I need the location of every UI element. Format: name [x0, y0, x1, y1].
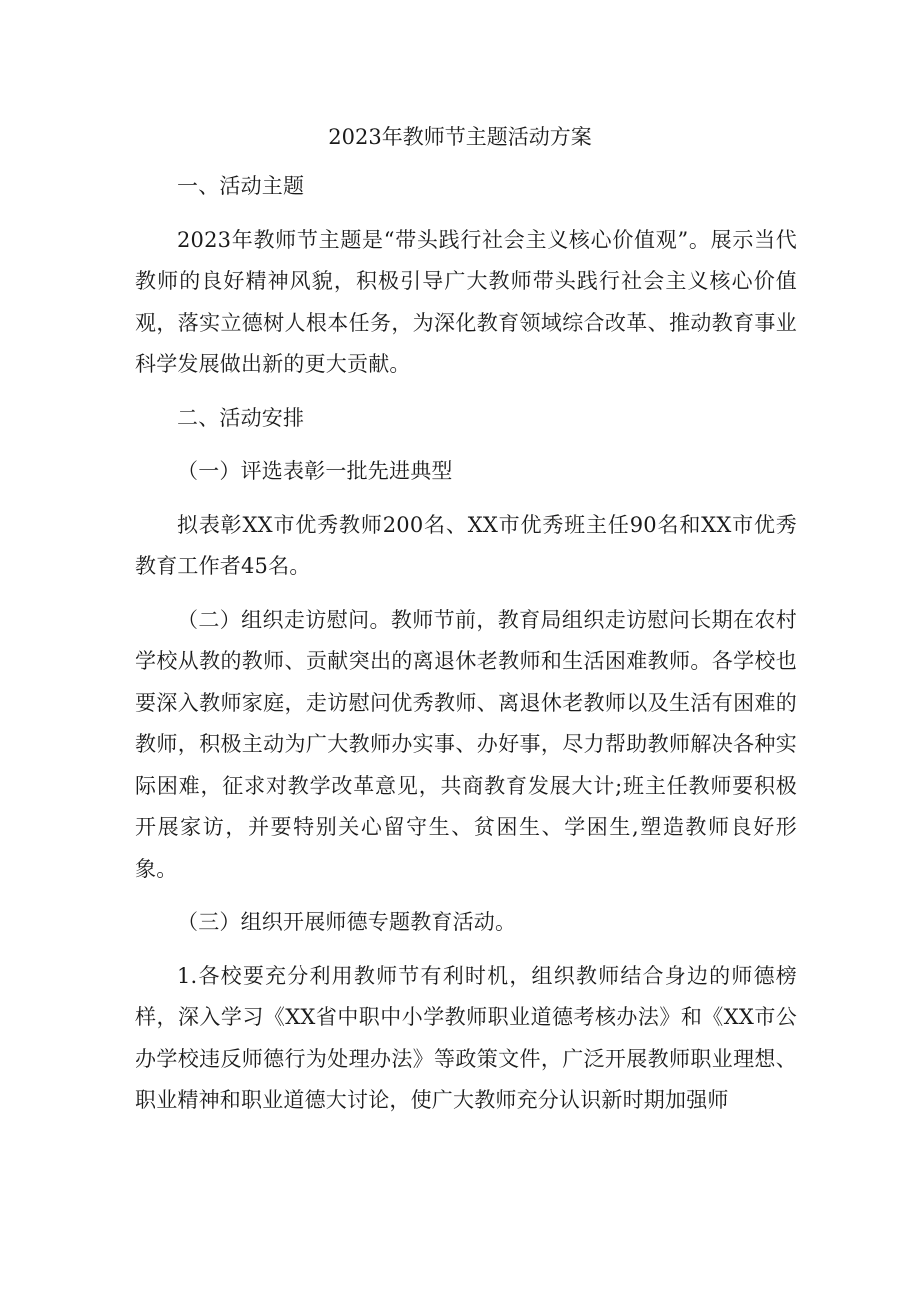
paragraph-commendation: 拟表彰XX市优秀教师200名、XX市优秀班主任90名和XX市优秀教育工作者45名。 — [135, 512, 797, 578]
subsection-heading-ethics-education: （三）组织开展师德专题教育活动。 — [177, 910, 517, 934]
paragraph-theme-description: 2023年教师节主题是“带头践行社会主义核心价值观”。展示当代教师的良好精神风貌，积极引导广大教师带头践行社会主义核心价值观，落实立德树人根本任务，为深化教育领域综合改革、推动教育事业科学发展做出新的更大贡献。 — [135, 227, 797, 376]
subsection-heading-commendation: （一）评选表彰一批先进典型 — [177, 459, 453, 483]
paragraph-visits: （二）组织走访慰问。教师节前，教育局组织走访慰问长期在农村学校从教的教师、贡献突出的离退休老教师和生活困难教师。各学校也要深入教师家庭，走访慰问优秀教师、离退休老教师以及生活有困难的教师，积极主动为广大教师办实事、办好事，尽力帮助教师解决各种实际困难，征求对教学改革意见，共商教育发展大计;班主任教师要积极开展家访，并要特别关心留守生、贫困生、学困生,塑造教师良好形象。 — [135, 607, 797, 881]
document-title: 2023年教师节主题活动方案 — [328, 125, 592, 149]
section-heading-theme: 一、活动主题 — [177, 174, 305, 198]
paragraph-ethics-study: 1.各校要充分利用教师节有利时机，组织教师结合身边的师德榜样，深入学习《XX省中职中小学教师职业道德考核办法》和《XX市公办学校违反师德行为处理办法》等政策文件，广泛开展教师职业理想、职业精神和职业道德大讨论，使广大教师充分认识新时期加强师 — [135, 963, 797, 1112]
document-body — [135, 166, 797, 1122]
section-heading-arrangement: 二、活动安排 — [177, 405, 305, 430]
